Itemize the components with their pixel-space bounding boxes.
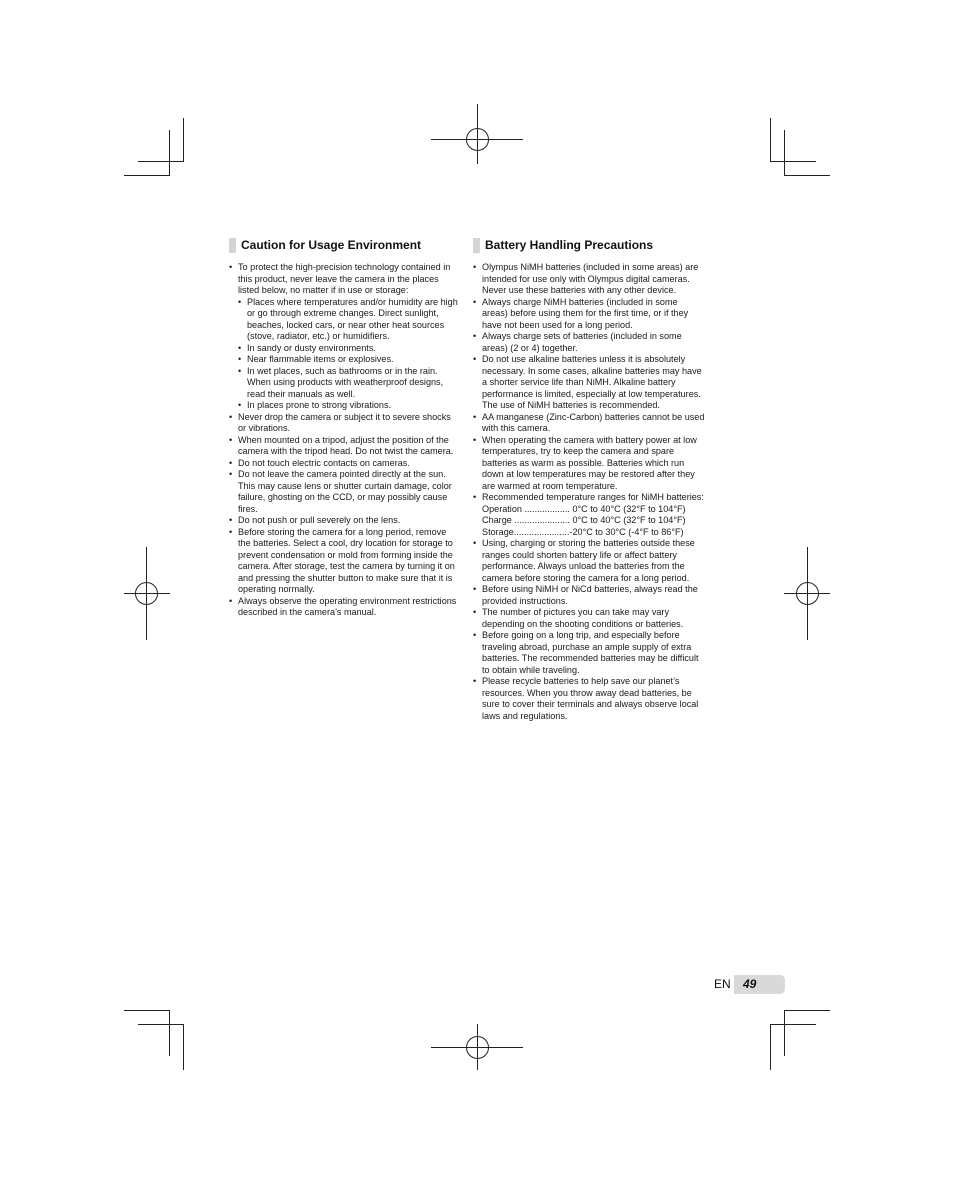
item-text: Before using NiMH or NiCd batteries, always read the provided instructions.: [482, 584, 698, 606]
list-item: • To protect the high-precision technology contained in this product, never leave the camera in the places listed below, no matter if in use or storage: • Places where temperatures and/or humidity are high or go through extreme changes. Direct sunlight, beaches, locked cars, or near other heat sources (stove, radiator, etc.) or humidifiers. • In sandy or dusty environments. • Near flammable items or explosives. • In wet places, such as bathrooms or in the rain. When using products with weatherproof designs, read their manuals as well. • In places prone to strong vibrations.: [229, 262, 458, 410]
heading-marker: [229, 238, 236, 253]
item-text: Before going on a long trip, and especially before traveling abroad, purchase an ample supply of extra batteries. The recommended batteries may be difficult to obtain while traveling.: [482, 630, 699, 675]
sub-item: • In places prone to strong vibrations.: [238, 400, 392, 410]
page-number: 49: [743, 977, 757, 991]
list-item: • The number of pictures you can take may vary depending on the shooting conditions or batteries.: [473, 607, 684, 629]
usage-environment-section: [229, 237, 459, 619]
sub-item-text: In wet places, such as bathrooms or in the rain. When using products with weatherproof designs, read their manuals as well.: [247, 365, 444, 399]
sub-item-text: Near flammable items or explosives.: [247, 354, 394, 364]
item-text: Never drop the camera or subject it to severe shocks or vibrations.: [238, 411, 451, 433]
item-text: Do not use alkaline batteries unless it is absolutely necessary. In some cases, alkaline batteries may have a shorter service life than NiMH. Alkaline battery performance is limited, especially at low temperatures. The use of NiMH batteries is recommended.: [482, 354, 702, 410]
sub-item: • In sandy or dusty environments.: [238, 342, 376, 353]
list-item: • Please recycle batteries to help save our planet’s resources. When you throw away dead batteries, be sure to cover their terminals and always observe local laws and regulations.: [473, 676, 699, 721]
sub-item: • Near flammable items or explosives.: [238, 354, 394, 364]
list-item: • When mounted on a tripod, adjust the position of the camera with the tripod head. Do not twist the camera.: [229, 434, 454, 456]
item-text: AA manganese (Zinc-Carbon) batteries cannot be used with this camera.: [482, 411, 705, 433]
list-item: • Always charge sets of batteries (included in some areas) (2 or 4) together.: [473, 331, 682, 353]
list-item: • Before using NiMH or NiCd batteries, always read the provided instructions.: [473, 584, 698, 606]
page-number-tab: [734, 975, 785, 994]
list-item: • Never drop the camera or subject it to severe shocks or vibrations.: [229, 411, 451, 433]
item-text: When mounted on a tripod, adjust the position of the camera with the tripod head. Do not twist the camera.: [238, 434, 454, 456]
heading-text: Caution for Usage Environment: [241, 238, 422, 252]
item-text: Recommended temperature ranges for NiMH batteries:: [482, 492, 704, 502]
heading-text: Battery Handling Precautions: [485, 238, 654, 252]
list-item: • Olympus NiMH batteries (included in some areas) are intended for use only with Olympus digital cameras. Never use these batteries with any other device.: [473, 262, 699, 295]
list-item: • Using, charging or storing the batteries outside these ranges could shorten battery life or affect battery performance. Always unload the batteries from the camera before storing the camera for a long period.: [473, 538, 695, 583]
list-item: • Before going on a long trip, and especially before traveling abroad, purchase an ample supply of extra batteries. The recommended batteries may be difficult to obtain while traveling.: [473, 630, 699, 675]
list-item: • Do not leave the camera pointed directly at the sun. This may cause lens or shutter curtain damage, color failure, ghosting on the CCD, or may possibly cause fires.: [229, 469, 452, 514]
sub-item: • Places where temperatures and/or humidity are high or go through extreme changes. Direct sunlight, beaches, locked cars, or near other heat sources (stove, radiator, etc.) or humidifiers.: [238, 296, 458, 341]
item-text: Always charge NiMH batteries (included in some areas) before using them for the first time, or if they have not been used for a long period.: [482, 296, 689, 330]
list-item: • AA manganese (Zinc-Carbon) batteries cannot be used with this camera.: [473, 411, 705, 433]
battery-handling-section: [473, 237, 705, 722]
battery-list: [473, 262, 705, 722]
heading-marker: [473, 238, 480, 253]
item-text: To protect the high-precision technology contained in this product, never leave the camera in the places listed below, no matter if in use or storage:: [238, 262, 451, 295]
temperature-row-charge: Charge ...................... 0°C to 40°C (32°F to 104°F): [482, 515, 686, 525]
sub-item-text: In sandy or dusty environments.: [247, 342, 376, 353]
list-item: • Before storing the camera for a long period, remove the batteries. Select a cool, dry location for storage to prevent condensation or mold from forming inside the camera. After storage, test the camera by turning it on and pressing the shutter button to make sure that it is operating normally.: [229, 526, 455, 594]
list-item: • Do not touch electric contacts on cameras.: [229, 457, 410, 468]
item-text: When operating the camera with battery power at low temperatures, try to keep the camera and spare batteries as warm as possible. Batteries which run down at low temperatures may be restored after they are warmed at room temperature.: [482, 434, 697, 491]
item-text: Do not push or pull severely on the lens.: [238, 515, 401, 525]
language-label: EN: [714, 977, 731, 991]
list-item: • Do not use alkaline batteries unless it is absolutely necessary. In some cases, alkaline batteries may have a shorter service life than NiMH. Alkaline battery performance is limited, especially at low temperatures. The use of NiMH batteries is recommended.: [473, 354, 702, 410]
sub-item-text: In places prone to strong vibrations.: [247, 400, 392, 410]
section-heading: [473, 237, 705, 255]
item-text: Always observe the operating environment restrictions described in the camera’s manual.: [238, 595, 457, 617]
sub-item: • In wet places, such as bathrooms or in the rain. When using products with weatherproof designs, read their manuals as well.: [238, 365, 444, 399]
item-text: Olympus NiMH batteries (included in some areas) are intended for use only with Olympus digital cameras. Never use these batteries with any other device.: [482, 262, 699, 295]
caution-list: [229, 262, 459, 619]
temperature-row-storage: Storage......................-20°C to 30°C (-4°F to 86°F): [482, 526, 684, 537]
item-text: Do not leave the camera pointed directly at the sun. This may cause lens or shutter curtain damage, color failure, ghosting on the CCD, or may possibly cause fires.: [238, 469, 452, 514]
list-item-temperature: • Recommended temperature ranges for NiMH batteries: Operation .................. 0°C to 40°C (32°F to 104°F) Charge ...................... 0°C to 40°C (32°F to 104°F) Storage......................-20°C to 30°C (-4°F to 86°F): [473, 492, 704, 537]
list-item: • Always charge NiMH batteries (included in some areas) before using them for the first time, or if they have not been used for a long period.: [473, 296, 689, 330]
list-item: • When operating the camera with battery power at low temperatures, try to keep the camera and spare batteries as warm as possible. Batteries which run down at low temperatures may be restored after they are warmed at room temperature.: [473, 434, 697, 491]
item-text: Before storing the camera for a long period, remove the batteries. Select a cool, dry location for storage to prevent condensation or mold from forming inside the camera. After storage, test the camera by turning it on and pressing the shutter button to make sure that it is operating normally.: [238, 526, 455, 594]
item-text: Using, charging or storing the batteries outside these ranges could shorten battery life or affect battery performance. Always unload the batteries from the camera before storing the camera for a long period.: [482, 538, 695, 583]
item-text: Please recycle batteries to help save our planet’s resources. When you throw away dead batteries, be sure to cover their terminals and always observe local laws and regulations.: [482, 676, 699, 721]
list-item: • Do not push or pull severely on the lens.: [229, 515, 401, 525]
list-item: • Always observe the operating environment restrictions described in the camera’s manual.: [229, 595, 457, 617]
item-text: Do not touch electric contacts on cameras.: [238, 457, 410, 468]
section-heading: [229, 237, 459, 255]
temperature-row-operation: Operation .................. 0°C to 40°C (32°F to 104°F): [482, 503, 686, 514]
sub-list: [238, 297, 459, 412]
item-text: Always charge sets of batteries (included in some areas) (2 or 4) together.: [482, 331, 682, 353]
item-text: The number of pictures you can take may vary depending on the shooting conditions or batteries.: [482, 607, 684, 629]
sub-item-text: Places where temperatures and/or humidity are high or go through extreme changes. Direct sunlight, beaches, locked cars, or near other heat sources (stove, radiator, etc.) or humidifiers.: [247, 296, 458, 341]
